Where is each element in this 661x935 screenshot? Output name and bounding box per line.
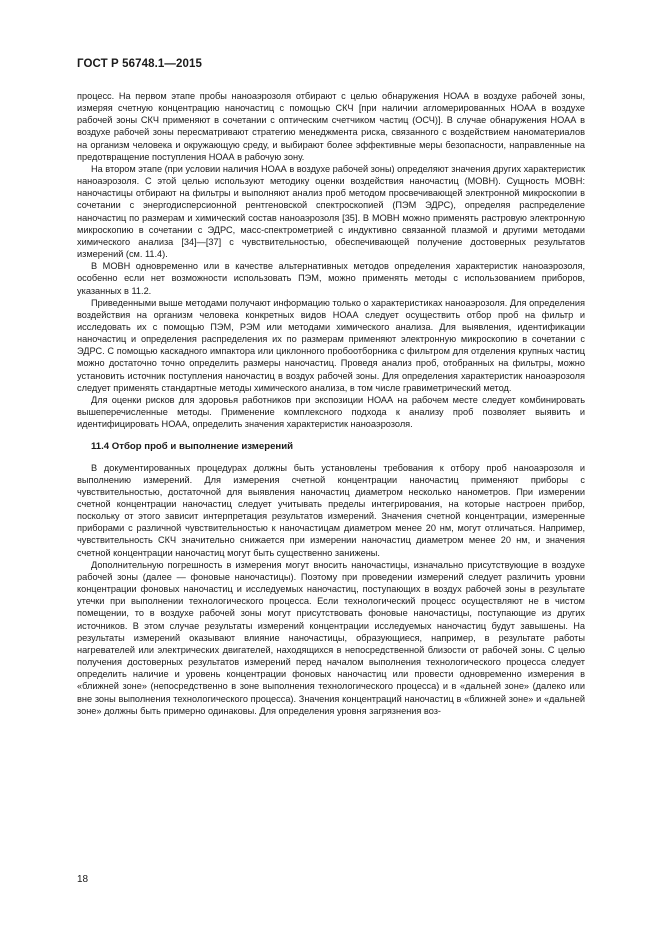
- paragraph: процесс. На первом этапе пробы наноаэрозоля отбирают с целью обнаружения НОАА в воздухе рабочей зоны, измеряя счетную концентрацию наночастиц с помощью СКЧ [при наличии агломерированных НОАА в воздухе рабочей зоны СКЧ применяют в сочетании с оптическим счетчиком частиц (ОСЧ)]. В случае обнаружения НОАА в воздухе рабочей зоны пересматривают стратегию менеджмента риска, связанного с воздействием наноматериалов на организм человека и окружающую среду, и выбирают более эффективные меры безопасности, направленные на предотвращение поступления НОАА в рабочую зону.: [77, 91, 585, 162]
- paragraph: На втором этапе (при условии наличия НОАА в воздухе рабочей зоны) определяют значения других характеристик наноаэрозоля. С этой целью используют методику оценки воздействия наночастиц (МОВН). Сущность МОВН: наночастицы отбирают на фильтры и выполняют анализ проб методом просвечивающей электронной микроскопии в сочетании с энергодисперсионной рентгеновской спектроскопией (ПЭМ ЭДРС), определяя распределение наночастиц по размерам и химический состав наноаэрозоля [35]. В МОВН можно применять растровую электронную микроскопию в сочетании с ЭДРС, масс-спектрометрией с индуктивно связанной плазмой и другими методами химического анализа [34]—[37] с чувствительностью, обеспечивающей получение достоверных результатов измерений (см. 11.4).: [77, 163, 585, 260]
- page-number: 18: [77, 874, 89, 885]
- paragraph: Для оценки рисков для здоровья работников при экспозиции НОАА на рабочем месте следует комбинировать вышеперечисленные методы. Применение комплексного подхода к анализу проб позволяет выявить и идентифицировать НОАА, определить значения характеристик наноаэрозоля.: [77, 394, 585, 430]
- paragraph: Дополнительную погрешность в измерения могут вносить наночастицы, изначально присутствующие в воздухе рабочей зоны (далее — фоновые наночастицы). Поэтому при проведении измерений следует различить уровни концентрации фоновых наночастиц и исследуемых наночастиц, поступающих в воздух рабочей зоны в результате утечки при выполнении технологического процесса. Если технологический процесс осуществляют не в чистом помещении, то в воздухе рабочей зоны могут присутствовать фоновые наночастицы, поступающие из других источников. В этом случае результаты измерений концентрации исследуемых наночастиц будут завышены. На результаты измерений оказывают влияние наночастицы, образующиеся, например, в результате работы нагревателей или электрических двигателей, находящихся в непосредственной близости от рабочей зоны. С целью получения достоверных результатов измерений перед началом выполнения технологического процесса следует определить наличие и уровень концентрации фоновых наночастиц или провести одновременно измерения в «ближней зоне» (непосредственно в зоне выполнения технологического процесса) и в «дальней зоне» (далеко или вне зоны выполнения технологического процесса). Значения концентраций наночастиц в «ближней зоне» и «дальней зоне» должны быть примерно одинаковы. Для определения уровня загрязнения воз-: [77, 559, 585, 716]
- paragraph: Приведенными выше методами получают информацию только о характеристиках наноаэрозоля. Для определения воздействия на организм человека конкретных видов НОАА следует осуществить отбор проб на фильтр и исследовать их с помощью ПЭМ, РЭМ или методами химического анализа. Для выявления, идентификации наночастиц и определения распределения их по размерам применяют электронную микроскопию в сочетании с ЭДРС. С помощью каскадного импактора или циклонного пробоотборника с фильтром для отделения крупных частиц можно достаточно точно определить размеры наночастиц. Проведя анализ проб, отобранных на фильтры, можно установить источник поступления наночастиц в воздух рабочей зоны. Для определения характеристик наноаэрозоля следует применять стандартные методы химического анализа, в том числе гравиметрический метод.: [77, 297, 585, 393]
- paragraph: В документированных процедурах должны быть установлены требования к отбору проб наноаэрозоля и выполнению измерений. Для измерения счетной концентрации наночастиц применяют приборы с чувствительностью, достаточной для выявления наночастиц диаметром несколько нанометров. При измерении счетной концентрации наночастиц следует учитывать пределы интегрирования, на которые настроен прибор, поскольку от этого зависит интерпретация результатов измерений. Значения счетной концентрации, измеренные приборами с различной чувствительностью к наночастицам диаметром менее 20 нм, могут отличаться. Например, чувствительность СКЧ значительно снижается при измерении наночастиц диаметром менее 20 нм, и значения счетной концентрации наночастиц могут быть существенно занижены.: [77, 462, 585, 558]
- document-body: [77, 90, 585, 717]
- document-header: ГОСТ Р 56748.1—2015: [77, 58, 202, 70]
- section-heading: 11.4 Отбор проб и выполнение измерений: [91, 441, 294, 453]
- paragraph: В МОВН одновременно или в качестве альтернативных методов определения характеристик наноаэрозоля, особенно если нет возможности использовать ПЭМ, можно применять методы с использованием приборов, указанных в 11.2.: [77, 261, 585, 296]
